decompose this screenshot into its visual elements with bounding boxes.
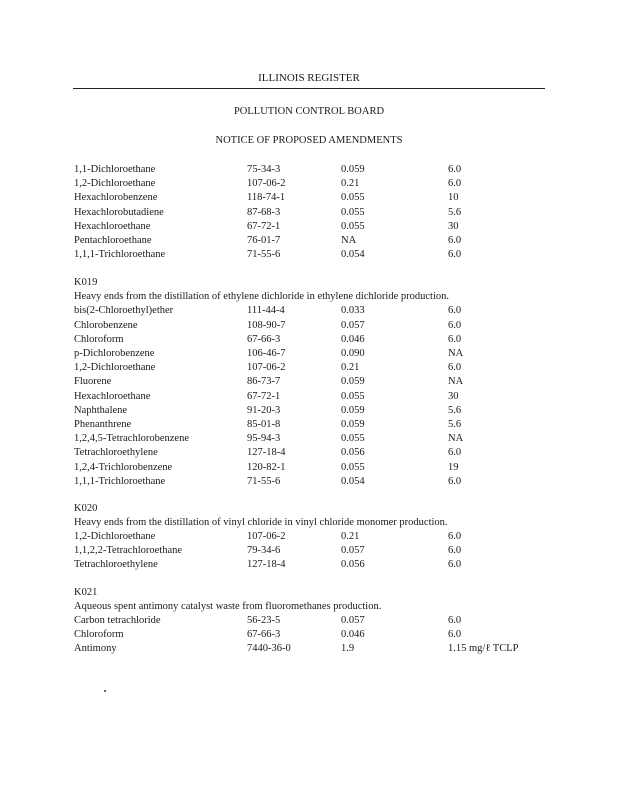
wastewater-value: 0.21 xyxy=(341,531,360,542)
wastewater-value: 0.057 xyxy=(341,545,365,557)
constituent-name: 1,2-Dichloroethane xyxy=(74,531,156,542)
table-row xyxy=(0,362,618,376)
table-row xyxy=(0,192,618,206)
table-row xyxy=(0,476,618,490)
nonwastewater-value: 6.0 xyxy=(448,545,462,557)
nonwastewater-value: 6.0 xyxy=(448,447,462,459)
cas-number: 76-01-7 xyxy=(247,235,281,246)
table-row xyxy=(0,320,618,334)
waste-description: Heavy ends from the distillation of ethylene dichloride in ethylene dichloride production. xyxy=(74,291,449,303)
nonwastewater-value: 6.0 xyxy=(448,333,462,345)
table-row xyxy=(0,615,618,629)
board-title: POLLUTION CONTROL BOARD xyxy=(233,106,385,117)
waste-code: K019 xyxy=(74,277,98,289)
cas-number: 67-72-1 xyxy=(247,220,281,232)
wastewater-value: 0.033 xyxy=(341,305,365,317)
table-row xyxy=(0,433,618,447)
wastewater-value: 0.055 xyxy=(341,220,365,232)
constituent-name: Phenanthrene xyxy=(74,419,132,430)
wastewater-value: 0.059 xyxy=(341,376,365,388)
wastewater-value: 0.055 xyxy=(341,390,365,402)
nonwastewater-value: 6.0 xyxy=(448,362,462,374)
cas-number: 86-73-7 xyxy=(247,376,281,388)
cas-number: 67-72-1 xyxy=(247,390,281,402)
wastewater-value: 0.055 xyxy=(341,206,365,218)
cas-number: 67-66-3 xyxy=(247,628,281,640)
nonwastewater-value: 6.0 xyxy=(448,235,462,246)
constituent-name: 1,1,1-Trichloroethane xyxy=(74,249,166,261)
table-row xyxy=(0,419,618,433)
nonwastewater-value: 6.0 xyxy=(448,319,462,331)
table-row xyxy=(0,376,618,390)
table-row xyxy=(0,334,618,348)
nonwastewater-value: 6.0 xyxy=(448,559,462,571)
wastewater-value: 0.21 xyxy=(341,362,360,374)
cas-number: 7440-36-0 xyxy=(247,643,291,654)
table-row xyxy=(0,531,618,545)
table-row xyxy=(0,643,618,657)
nonwastewater-value: 6.0 xyxy=(448,628,462,640)
nonwastewater-value: 1.15 mg/ℓ TCLP xyxy=(448,643,519,654)
table-row xyxy=(0,405,618,419)
table-row xyxy=(0,235,618,249)
wastewater-value: 0.059 xyxy=(341,164,365,175)
nonwastewater-value: 19 xyxy=(448,461,459,473)
cas-number: 85-01-8 xyxy=(247,419,281,430)
wastewater-value: 0.054 xyxy=(341,475,365,487)
cas-number: 118-74-1 xyxy=(247,192,286,204)
nonwastewater-value: 5.6 xyxy=(448,419,462,430)
cas-number: 108-90-7 xyxy=(247,319,286,331)
wastewater-value: 0.056 xyxy=(341,559,365,571)
wastewater-value: 0.055 xyxy=(341,433,365,445)
wastewater-value: 0.055 xyxy=(341,461,365,473)
cas-number: 107-06-2 xyxy=(247,531,286,542)
nonwastewater-value: 5.6 xyxy=(448,404,462,416)
table-row xyxy=(0,249,618,263)
constituent-name: Carbon tetrachloride xyxy=(74,614,161,626)
nonwastewater-value: 10 xyxy=(448,192,459,204)
constituent-name: bis(2-Chloroethyl)ether xyxy=(74,305,174,317)
nonwastewater-value: 6.0 xyxy=(448,531,462,542)
table-row xyxy=(0,221,618,235)
table-row xyxy=(0,164,618,178)
cas-number: 111-44-4 xyxy=(247,305,285,317)
nonwastewater-value: 6.0 xyxy=(448,475,462,487)
constituent-name: Fluorene xyxy=(74,376,112,388)
wastewater-value: 0.057 xyxy=(341,614,365,626)
table-row xyxy=(0,629,618,643)
nonwastewater-value: 5.6 xyxy=(448,206,462,218)
cas-number: 106-46-7 xyxy=(247,348,286,359)
table-row xyxy=(0,462,618,476)
constituent-name: 1,1-Dichloroethane xyxy=(74,164,156,175)
waste-description: Heavy ends from the distillation of vinyl chloride in vinyl chloride monomer production. xyxy=(74,517,448,528)
cas-number: 56-23-5 xyxy=(247,614,281,626)
constituent-name: 1,1,1-Trichloroethane xyxy=(74,475,166,487)
constituent-name: Tetrachloroethylene xyxy=(74,559,158,571)
table-row xyxy=(0,545,618,559)
constituent-name: 1,2,4,5-Tetrachlorobenzene xyxy=(74,433,190,445)
wastewater-value: NA xyxy=(341,235,357,246)
constituent-name: Pentachloroethane xyxy=(74,235,152,246)
table-row xyxy=(0,348,618,362)
table-row xyxy=(0,559,618,573)
wastewater-value: 0.059 xyxy=(341,419,365,430)
register-title: ILLINOIS REGISTER xyxy=(258,72,360,84)
constituent-name: 1,2,4-Trichlorobenzene xyxy=(74,461,173,473)
cas-number: 95-94-3 xyxy=(247,433,281,445)
wastewater-value: 0.090 xyxy=(341,348,365,359)
constituent-name: Antimony xyxy=(74,643,117,654)
cas-number: 71-55-6 xyxy=(247,475,281,487)
wastewater-value: 0.21 xyxy=(341,178,360,190)
constituent-name: Hexachloroethane xyxy=(74,390,151,402)
wastewater-value: 0.056 xyxy=(341,447,365,459)
wastewater-value: 0.054 xyxy=(341,249,365,261)
constituent-name: Chloroform xyxy=(74,628,124,640)
cas-number: 71-55-6 xyxy=(247,249,281,261)
wastewater-value: 0.046 xyxy=(341,333,365,345)
constituent-name: Hexachloroethane xyxy=(74,220,151,232)
header-rule xyxy=(73,88,545,89)
cas-number: 79-34-6 xyxy=(247,545,281,557)
nonwastewater-value: 30 xyxy=(448,220,459,232)
constituent-name: 1,2-Dichloroethane xyxy=(74,362,156,374)
scan-speck xyxy=(104,690,106,692)
nonwastewater-value: 6.0 xyxy=(448,305,462,317)
nonwastewater-value: 30 xyxy=(448,390,459,402)
constituent-name: Naphthalene xyxy=(74,404,128,416)
waste-code: K021 xyxy=(74,586,98,598)
table-row xyxy=(0,178,618,192)
constituent-name: Hexachlorobutadiene xyxy=(74,206,164,218)
cas-number: 67-66-3 xyxy=(247,333,281,345)
constituent-name: Hexachlorobenzene xyxy=(74,192,158,204)
nonwastewater-value: 6.0 xyxy=(448,178,462,190)
nonwastewater-value: NA xyxy=(448,348,464,359)
cas-number: 127-18-4 xyxy=(247,559,286,571)
nonwastewater-value: NA xyxy=(448,376,464,388)
waste-description: Aqueous spent antimony catalyst waste from fluoromethanes production. xyxy=(74,600,382,612)
nonwastewater-value: 6.0 xyxy=(448,164,462,175)
table-row xyxy=(0,391,618,405)
table-row xyxy=(0,207,618,221)
notice-title: NOTICE OF PROPOSED AMENDMENTS xyxy=(215,135,403,146)
waste-code: K020 xyxy=(74,503,98,514)
cas-number: 120-82-1 xyxy=(247,461,286,473)
wastewater-value: 1.9 xyxy=(341,643,355,654)
cas-number: 87-68-3 xyxy=(247,206,281,218)
table-row xyxy=(0,447,618,461)
cas-number: 91-20-3 xyxy=(247,404,281,416)
nonwastewater-value: NA xyxy=(448,433,464,445)
constituent-name: Chlorobenzene xyxy=(74,319,138,331)
constituent-name: 1,2-Dichloroethane xyxy=(74,178,156,190)
wastewater-value: 0.055 xyxy=(341,192,365,204)
constituent-name: Chloroform xyxy=(74,333,124,345)
cas-number: 107-06-2 xyxy=(247,362,286,374)
constituent-name: 1,1,2,2-Tetrachloroethane xyxy=(74,545,183,557)
cas-number: 127-18-4 xyxy=(247,447,286,459)
wastewater-value: 0.046 xyxy=(341,628,365,640)
table-row xyxy=(0,305,618,319)
constituent-name: Tetrachloroethylene xyxy=(74,447,158,459)
nonwastewater-value: 6.0 xyxy=(448,614,462,626)
wastewater-value: 0.057 xyxy=(341,319,365,331)
constituent-name: p-Dichlorobenzene xyxy=(74,348,155,359)
cas-number: 107-06-2 xyxy=(247,178,286,190)
nonwastewater-value: 6.0 xyxy=(448,249,462,261)
cas-number: 75-34-3 xyxy=(247,164,281,175)
wastewater-value: 0.059 xyxy=(341,404,365,416)
